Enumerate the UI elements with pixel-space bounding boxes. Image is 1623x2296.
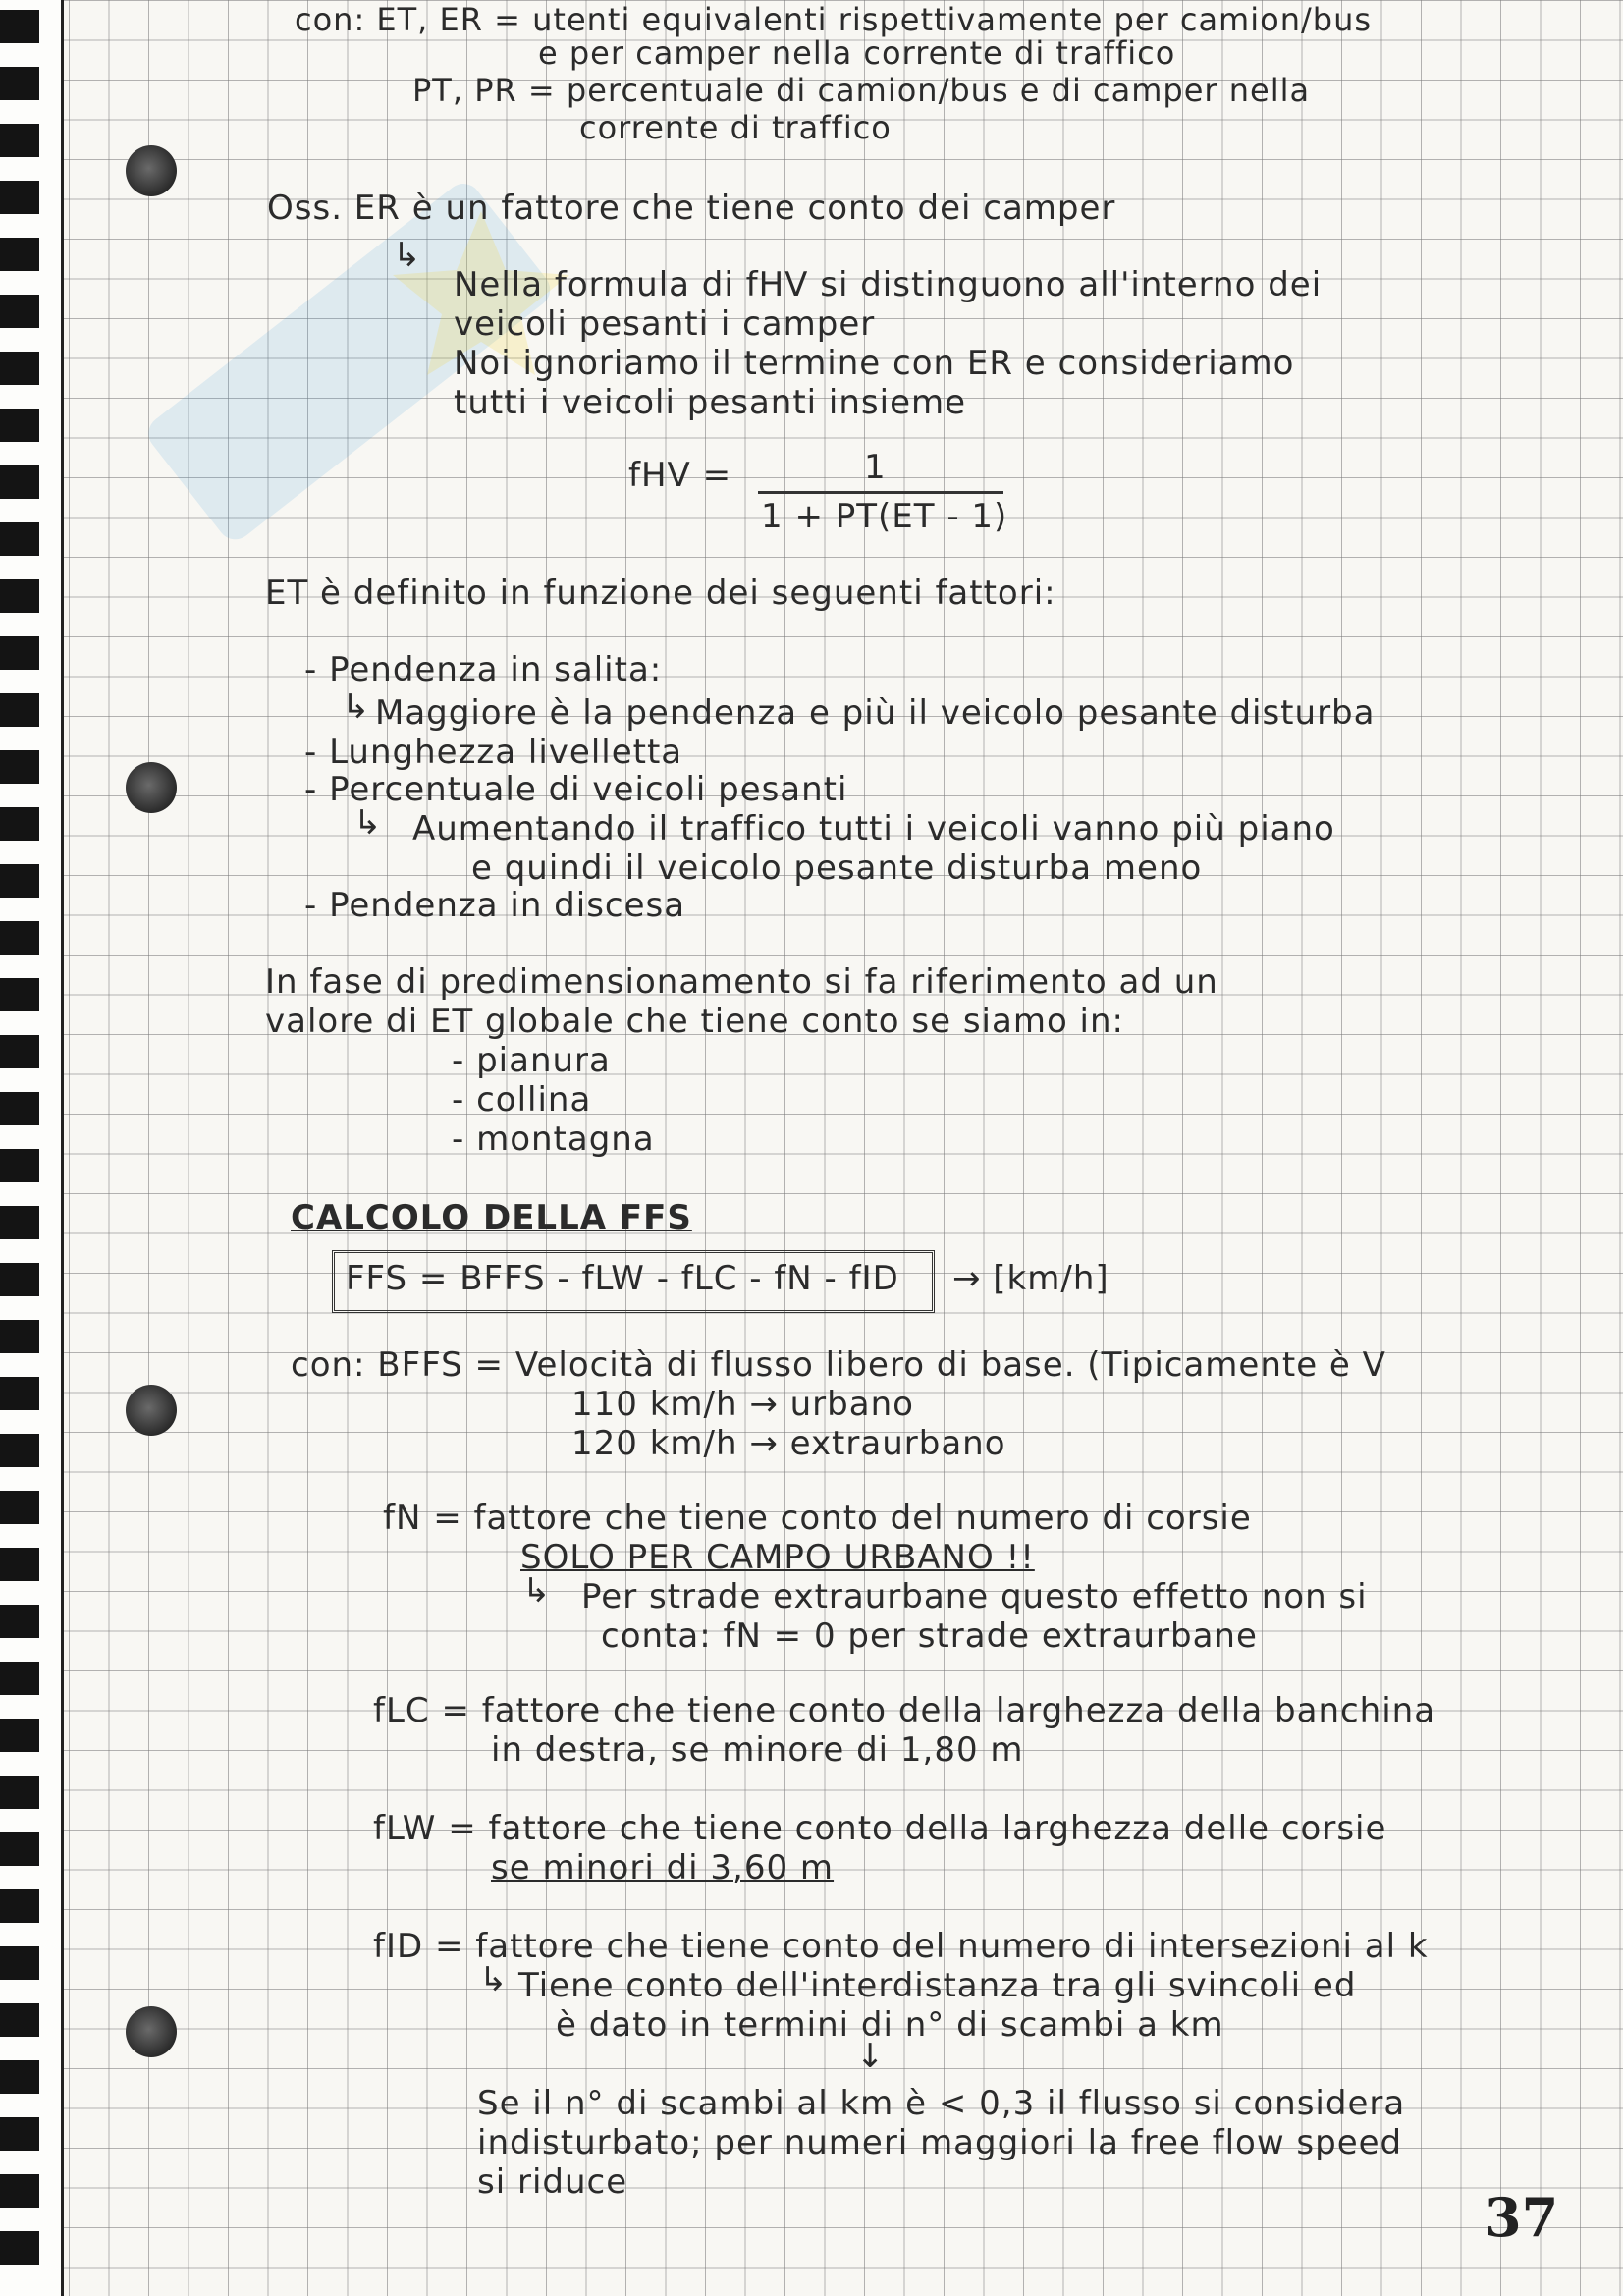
binding-bar	[0, 693, 39, 727]
binding-bar	[0, 409, 39, 442]
text-line: in destra, se minore di 1,80 m	[491, 1730, 1024, 1770]
ffs-formula: FFS = BFFS - fLW - fLC - fN - fID	[346, 1259, 899, 1298]
binding-bar	[0, 864, 39, 898]
text-line: - Lunghezza livelletta	[304, 733, 683, 772]
text-line: indisturbato; per numeri maggiori la free flow speed	[477, 2123, 1403, 2162]
text-line: Tiene conto dell'interdistanza tra gli svincoli ed	[518, 1966, 1357, 2005]
binding-bar	[0, 2117, 39, 2151]
text-line: fN = fattore che tiene conto del numero di corsie	[383, 1499, 1252, 1538]
binding-bar	[0, 124, 39, 157]
formula-lhs: fHV =	[628, 456, 732, 495]
text-line: fID = fattore che tiene conto del numero di intersezioni al k	[373, 1927, 1429, 1966]
binding-bar	[0, 2060, 39, 2094]
text-line: Aumentando il traffico tutti i veicoli vanno più piano	[412, 809, 1335, 848]
down-arrow-icon: ↓	[856, 2037, 885, 2076]
binding-bar	[0, 295, 39, 328]
text-line: - collina	[452, 1080, 592, 1120]
punch-hole	[126, 2006, 177, 2057]
text-line: - Pendenza in salita:	[304, 650, 663, 689]
binding-bar	[0, 1149, 39, 1182]
binding-bar	[0, 978, 39, 1011]
binding-bar	[0, 67, 39, 100]
text-line: fLC = fattore che tiene conto della larghezza della banchina	[373, 1691, 1436, 1730]
text-line: In fase di predimensionamento si fa riferimento ad un	[265, 962, 1218, 1002]
corner-arrow-icon: ↳	[342, 687, 370, 727]
text-line: Maggiore è la pendenza e più il veicolo pesante disturba	[375, 693, 1376, 733]
formula-denominator: 1 + PT(ET - 1)	[761, 497, 1008, 536]
binding-bar	[0, 1263, 39, 1296]
text-line: - Pendenza in discesa	[304, 886, 686, 925]
binding-bar	[0, 1946, 39, 1980]
text-line: Noi ignoriamo il termine con ER e consideriamo	[454, 344, 1295, 383]
text-line: PT, PR = percentuale di camion/bus e di camper nella	[412, 72, 1311, 109]
binding-bar	[0, 1776, 39, 1809]
corner-arrow-icon: ↳	[393, 236, 421, 275]
text-line: Se il n° di scambi al km è < 0,3 il flusso si considera	[477, 2084, 1406, 2123]
text-line: è dato in termini di n° di scambi a km	[556, 2005, 1224, 2045]
fraction-bar	[758, 491, 1003, 494]
binding-bar	[0, 1092, 39, 1125]
corner-arrow-icon: ↳	[353, 803, 382, 843]
corner-arrow-icon: ↳	[522, 1571, 551, 1611]
text-line: valore di ET globale che tiene conto se siamo in:	[265, 1002, 1125, 1041]
binding-bar	[0, 2003, 39, 2037]
text-line: - Percentuale di veicoli pesanti	[304, 770, 848, 809]
text-line: Nella formula di fHV si distinguono all'interno dei	[454, 265, 1323, 304]
binding-bar	[0, 750, 39, 784]
binding-bar	[0, 10, 39, 43]
binding-bar	[0, 1719, 39, 1752]
ffs-units: → [km/h]	[952, 1259, 1109, 1298]
text-line: 110 km/h → urbano	[571, 1385, 914, 1424]
text-line: se minori di 3,60 m	[491, 1848, 835, 1887]
binding-bar	[0, 1548, 39, 1581]
text-line: - pianura	[452, 1041, 611, 1080]
binding-bar	[0, 1320, 39, 1353]
corner-arrow-icon: ↳	[479, 1960, 508, 1999]
text-line: fLW = fattore che tiene conto della larghezza delle corsie	[373, 1809, 1387, 1848]
text-line: corrente di traffico	[579, 109, 892, 146]
formula-numerator: 1	[864, 448, 887, 487]
text-line: e quindi il veicolo pesante disturba meno	[471, 848, 1203, 888]
text-line: Per strade extraurbane questo effetto non si	[581, 1577, 1368, 1616]
binding-bar	[0, 465, 39, 499]
binding-bar	[0, 352, 39, 385]
binding-bar	[0, 1491, 39, 1524]
text-line: SOLO PER CAMPO URBANO !!	[520, 1538, 1035, 1577]
section-heading: CALCOLO DELLA FFS	[291, 1198, 692, 1237]
text-line: Oss. ER è un fattore che tiene conto dei camper	[267, 189, 1116, 228]
text-line: con: BFFS = Velocità di flusso libero di base. (Tipicamente è V	[291, 1345, 1386, 1385]
text-line: ET è definito in funzione dei seguenti fattori:	[265, 574, 1056, 613]
text-line: con: ET, ER = utenti equivalenti rispettivamente per camion/bus	[295, 1, 1373, 38]
text-line: veicoli pesanti i camper	[454, 304, 876, 344]
binding-bar	[0, 921, 39, 955]
punch-hole	[126, 145, 177, 196]
binding-bar	[0, 1434, 39, 1467]
binding-bar	[0, 522, 39, 556]
text-line: tutti i veicoli pesanti insieme	[454, 383, 967, 422]
binding-bar	[0, 1832, 39, 1866]
binding-bar	[0, 2231, 39, 2265]
punch-hole	[126, 1385, 177, 1436]
binding-bar	[0, 1377, 39, 1410]
binding-bar	[0, 579, 39, 613]
binding-bar	[0, 636, 39, 670]
text-line: e per camper nella corrente di traffico	[538, 34, 1176, 72]
binding-bar	[0, 1035, 39, 1068]
binding-bar	[0, 1889, 39, 1923]
binding-bar	[0, 181, 39, 214]
binding-bar	[0, 238, 39, 271]
text-line: 120 km/h → extraurbano	[571, 1424, 1006, 1463]
text-line: si riduce	[477, 2162, 628, 2202]
punch-hole	[126, 762, 177, 813]
binding-bar	[0, 807, 39, 841]
binding-bar	[0, 1206, 39, 1239]
text-line: - montagna	[452, 1120, 655, 1159]
text-line: conta: fN = 0 per strade extraurbane	[601, 1616, 1258, 1656]
binding-bar	[0, 2174, 39, 2208]
page-number: 37	[1485, 2186, 1559, 2249]
binding-bar	[0, 1662, 39, 1695]
binding-bar	[0, 1605, 39, 1638]
